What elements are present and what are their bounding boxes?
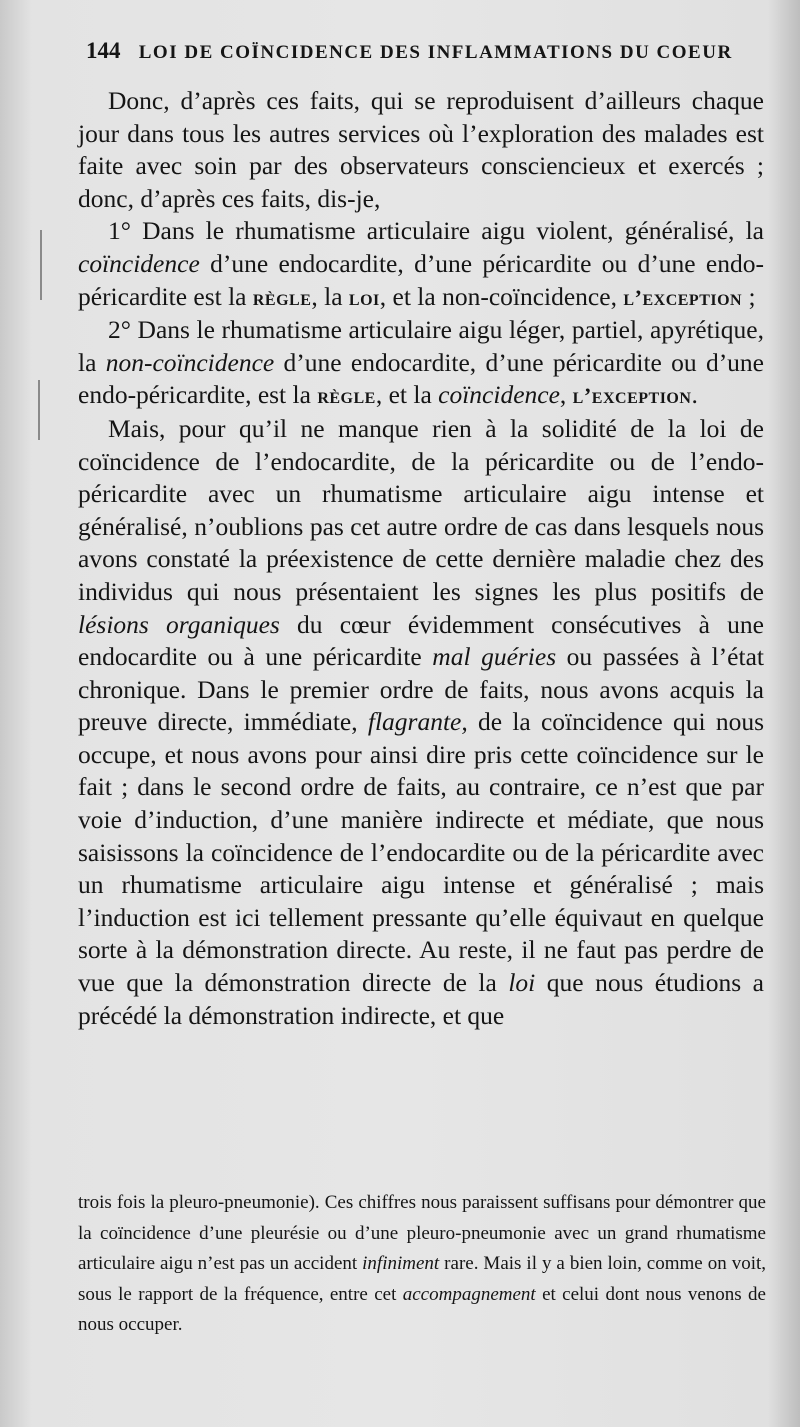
italic-text: loi — [508, 968, 536, 998]
text-run: de la coïncidence qui nous occupe, et nous avons pour ainsi dire pris cette coïncidence sur le fait ; dans le second ordre de faits, au contraire, ce n’est que par voie d’induction, d’une manière indirecte et médiate, que nous saisissons la coïncidence de l’endocardite ou de la péricardite avec un rhumatisme articulaire aigu intense et généralisé ; mais l’induction est ici tellement pressante qu’elle équivaut en quelque sorte à la démonstration directe. Au reste, il ne faut pas perdre de vue que la démonstration directe de la — [78, 707, 764, 998]
small-caps-text: l’exception — [623, 284, 743, 310]
text-run: d’une endocardite, d’une péricardite ou d’une endo-péricardite, est la — [78, 347, 764, 410]
paragraph — [78, 215, 764, 314]
text-run: trois fois la pleuro-pneumonie). Ces chiffres nous paraissent suffisans pour démontrer que la coïncidence d’une pleurésie ou d’une pleuro-pneumonie avec un grand rhumatisme articulaire aigu n’est pas un accident — [78, 1192, 766, 1274]
running-header — [86, 38, 766, 64]
footnote — [78, 1188, 766, 1341]
paragraph: Donc, d’après ces faits, qui se reproduisent d’ailleurs chaque jour dans tous les autres services où l’exploration des malades est faite avec soin par des observateurs consciencieux et exercés ; donc, d’après ces faits, dis-je, — [78, 86, 764, 213]
text-run: 1° Dans le rhumatisme articulaire aigu violent, généralisé, la — [108, 216, 764, 246]
italic-text: non-coïncidence — [105, 347, 275, 377]
text-run: rare. Mais il y a bien loin, comme on voit, sous le rapport de la fréquence, entre cet — [78, 1253, 767, 1305]
text-run: Mais, pour qu’il ne manque rien à la solidité de la loi de coïncidence de l’endocardite, de la péricardite ou de l’endo-péricardite avec un rhumatisme articulaire aigu intense et généralisé, n’oublions pas cet autre ordre de cas dans lesquels nous avons constaté la préexistence de cette dernière maladie chez des individus qui nous présentaient les signes les plus positifs de — [78, 413, 764, 606]
footnote-paragraph — [78, 1188, 766, 1341]
running-title: LOI DE COÏNCIDENCE DES INFLAMMATIONS DU COEUR — [138, 42, 733, 63]
text-run: , et la — [375, 380, 439, 410]
small-caps-text: règle — [317, 383, 376, 409]
text-run: , la — [311, 281, 349, 311]
italic-text: coïncidence — [78, 248, 200, 278]
italic-text: coïncidence — [438, 380, 560, 410]
text-run: , et la non-coïncidence, — [379, 281, 624, 311]
text-run: du cœur évidemment consécutives à une endocardite ou à une péricardite — [78, 609, 764, 672]
text-run: ; — [742, 281, 756, 311]
margin-mark — [40, 230, 42, 300]
small-caps-text: loi — [348, 284, 380, 310]
page-number: 144 — [86, 38, 121, 63]
small-caps-text: l’exception — [572, 383, 692, 409]
text-run: et celui dont nous venons de nous occuper. — [78, 1283, 766, 1335]
margin-mark — [38, 380, 40, 440]
paragraph — [78, 314, 764, 413]
text-run: , — [559, 380, 573, 410]
small-caps-text: règle — [252, 284, 312, 310]
text-run: ou passées à l’état chronique. Dans le premier ordre de faits, nous avons acquis la preuve directe, immédiate, — [78, 642, 764, 737]
paragraph — [78, 413, 764, 1032]
italic-text: lésions organiques — [78, 609, 280, 639]
text-run: . — [691, 380, 698, 410]
text-run: d’une endocardite, d’une péricardite ou d’une endo-péricardite est la — [78, 248, 764, 311]
italic-text: infiniment — [362, 1253, 440, 1274]
text-run: que nous étudions a précédé la démonstration indirecte, et que — [78, 968, 764, 1030]
italic-text: accompagnement — [402, 1283, 536, 1305]
italic-text: mal guéries — [432, 642, 557, 672]
body-text — [78, 85, 764, 1032]
text-run: 2° Dans le rhumatisme articulaire aigu léger, partiel, apyrétique, la — [78, 315, 764, 377]
italic-text: flagrante, — [367, 707, 468, 737]
